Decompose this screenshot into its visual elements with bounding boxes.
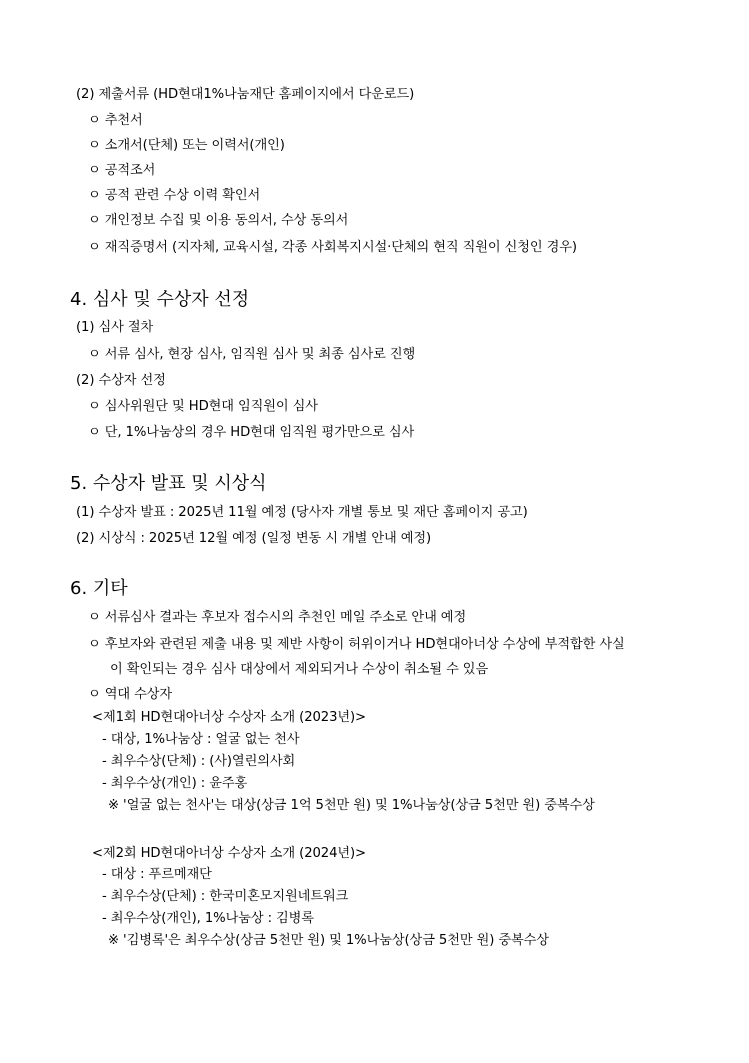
section5-heading: 5. 수상자 발표 및 시상식 [70, 473, 267, 494]
awards-2024-line: - 최우수상(개인), 1%나눔상 : 김병록 [102, 911, 314, 926]
doc-item-award-history: ㅇ 공적 관련 수상 이력 확인서 [88, 188, 261, 203]
announcement-item: (1) 수상자 발표 : 2025년 11월 예정 (당사자 개별 통보 및 재단 홈페이지 공고) [76, 505, 528, 520]
review-process-item: ㅇ 서류 심사, 현장 심사, 임직원 심사 및 최종 심사로 진행 [88, 347, 416, 362]
other-item-disqualification: ㅇ 후보자와 관련된 제출 내용 및 제반 사항이 허위이거나 HD현대아너상 수상에 부적합한 사실 [88, 637, 625, 652]
awards-2024-line: - 최우수상(단체) : 한국미혼모지원네트워크 [102, 889, 349, 904]
doc-item-recommendation: ㅇ 추천서 [88, 113, 143, 128]
other-item-review-result: ㅇ 서류심사 결과는 후보자 접수시의 추천인 메일 주소로 안내 예정 [88, 610, 467, 625]
section4-heading: 4. 심사 및 수상자 선정 [70, 289, 250, 310]
awards-2024-title: <제2회 HD현대아너상 수상자 소개 (2024년)> [92, 846, 366, 861]
awards-2023-line: - 최우수상(개인) : 윤주홍 [102, 776, 248, 791]
awards-2023-note: ※ '얼굴 없는 천사'는 대상(상금 1억 5천만 원) 및 1%나눔상(상금 5천만 원) 중복수상 [108, 798, 595, 813]
winner-selection-item: ㅇ 단, 1%나눔상의 경우 HD현대 임직원 평가만으로 심사 [88, 425, 415, 440]
awards-2024-note: ※ '김병록'은 최우수상(상금 5천만 원) 및 1%나눔상(상금 5천만 원) 중복수상 [108, 933, 549, 948]
section6-heading: 6. 기타 [70, 578, 128, 599]
other-item-disqualification-cont: 이 확인되는 경우 심사 대상에서 제외되거나 수상이 취소될 수 있음 [110, 662, 489, 677]
awards-2023-line: - 대상, 1%나눔상 : 얼굴 없는 천사 [102, 732, 300, 747]
submission-docs-subheading: (2) 제출서류 (HD현대1%나눔재단 홈페이지에서 다운로드) [76, 87, 415, 102]
review-process-subheading: (1) 심사 절차 [76, 320, 154, 335]
doc-item-employment-cert: ㅇ 재직증명서 (지자체, 교육시설, 각종 사회복지시설·단체의 현직 직원이 신청인 경우) [88, 240, 577, 255]
ceremony-item: (2) 시상식 : 2025년 12월 예정 (일정 변동 시 개별 안내 예정) [76, 531, 432, 546]
doc-item-introduction: ㅇ 소개서(단체) 또는 이력서(개인) [88, 138, 285, 153]
awards-2023-title: <제1회 HD현대아너상 수상자 소개 (2023년)> [92, 710, 366, 725]
winner-selection-subheading: (2) 수상자 선정 [76, 373, 166, 388]
awards-2023-line: - 최우수상(단체) : (사)열린의사회 [102, 754, 296, 769]
doc-item-merit-report: ㅇ 공적조서 [88, 163, 156, 178]
winner-selection-item: ㅇ 심사위원단 및 HD현대 임직원이 심사 [88, 399, 318, 414]
doc-item-privacy-consent: ㅇ 개인정보 수집 및 이용 동의서, 수상 동의서 [88, 213, 349, 228]
awards-2024-line: - 대상 : 푸르메재단 [102, 867, 212, 882]
other-item-past-winners: ㅇ 역대 수상자 [88, 687, 173, 702]
